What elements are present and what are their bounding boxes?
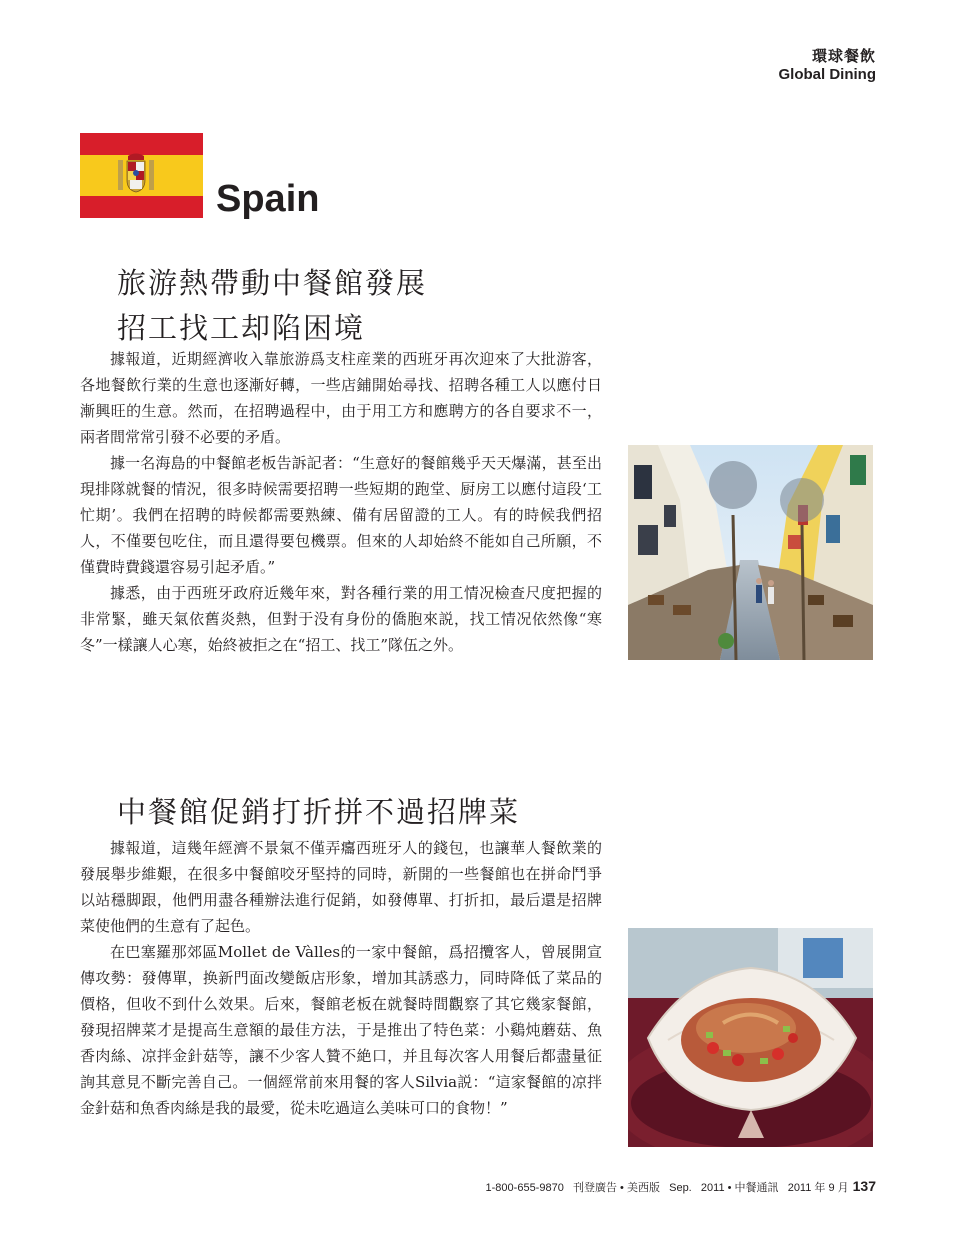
article2-body	[80, 835, 602, 1121]
article1-body	[80, 346, 602, 658]
country-title: Spain	[216, 178, 320, 220]
page-number: 137	[852, 1178, 876, 1194]
section-tag	[779, 48, 877, 84]
article2-paragraph: 據報道，這幾年經濟不景氣不僅弄癟西班牙人的錢包，也讓華人餐飲業的發展舉步維艱，在很多中餐館咬牙堅持的同時，新開的一些餐館也在拼命鬥爭以站穩脚跟，他們用盡各種辦法進行促銷，如發傳單、打折扣，最后還是招牌菜使他們的生意有了起色。	[80, 839, 602, 935]
street-scene-photo	[628, 445, 873, 660]
article2-paragraph: 在巴塞羅那郊區Mollet de Vàlles的一家中餐館，爲招攬客人，曾展開宣傳攻勢：發傳單，换新門面改變飯店形象，增加其誘惑力，同時降低了菜品的價格，但收不到什么效果。后來，餐館老板在就餐時間觀察了其它幾家餐館，發現招牌菜才是提高生意額的最佳方法，于是推出了特色菜：小鷄炖蘑菇、魚香肉絲、凉拌金針菇等，讓不少客人贊不絶口，并且每次客人用餐后都盡量征詢其意見不斷完善自己。一個經常前來用餐的客人Silvia説：“這家餐館的凉拌金針菇和魚香肉絲是我的最愛，從未吃過這么美味可口的食物！”	[80, 943, 602, 1117]
coat-of-arms-icon	[116, 152, 156, 198]
article1-paragraph: 據悉，由于西班牙政府近幾年來，對各種行業的用工情况檢查尺度把握的非常緊，雖天氣依舊炎熱，但對于没有身份的僑胞來説，找工情况依然像“寒冬”一樣讓人心寒，始終被拒之在“招工、找工”隊伍之外。	[80, 584, 602, 654]
article1-title-line2: 招工找工却陷困境	[117, 311, 366, 345]
article2-title: 中餐館促銷打折拼不過招牌菜	[117, 795, 521, 829]
flag-stripe-bottom	[80, 196, 203, 218]
section-title-cn: 環球餐飲	[811, 48, 876, 65]
article1-paragraph: 據報道，近期經濟收入靠旅游爲支柱産業的西班牙再次迎來了大批游客，各地餐飲行業的生意也逐漸好轉，一些店鋪開始尋找、招聘各種工人以應付日漸興旺的生意。然而，在招聘過程中，由于用工方和應聘方的各自要求不一，兩者間常常引發不必要的矛盾。	[80, 350, 602, 446]
dish-in-shell-photo	[628, 928, 873, 1147]
article1-paragraph: 據一名海島的中餐館老板告訴記者：“生意好的餐館幾乎天天爆滿，甚至出現排隊就餐的情況，很多時候需要招聘一些短期的跑堂、厨房工以應付這段‘工忙期’。我們在招聘的時候都需要熟練、備有居留證的工人。有的時候我們招人，不僅要包吃住，而且還得要包機票。但來的人却始終不能如自己所願，不僅費時費錢還容易引起矛盾。”	[80, 454, 602, 576]
footer-text: 1-800-655-9870 刊登廣告 • 美西版 Sep. 2011 • 中餐通訊 2011 年 9 月	[485, 1182, 849, 1194]
article1-title-line1: 旅游熱帶動中餐館發展	[117, 266, 428, 300]
page-footer	[486, 1178, 876, 1195]
spain-flag-icon	[80, 133, 203, 218]
section-title-en: Global Dining	[778, 66, 876, 83]
